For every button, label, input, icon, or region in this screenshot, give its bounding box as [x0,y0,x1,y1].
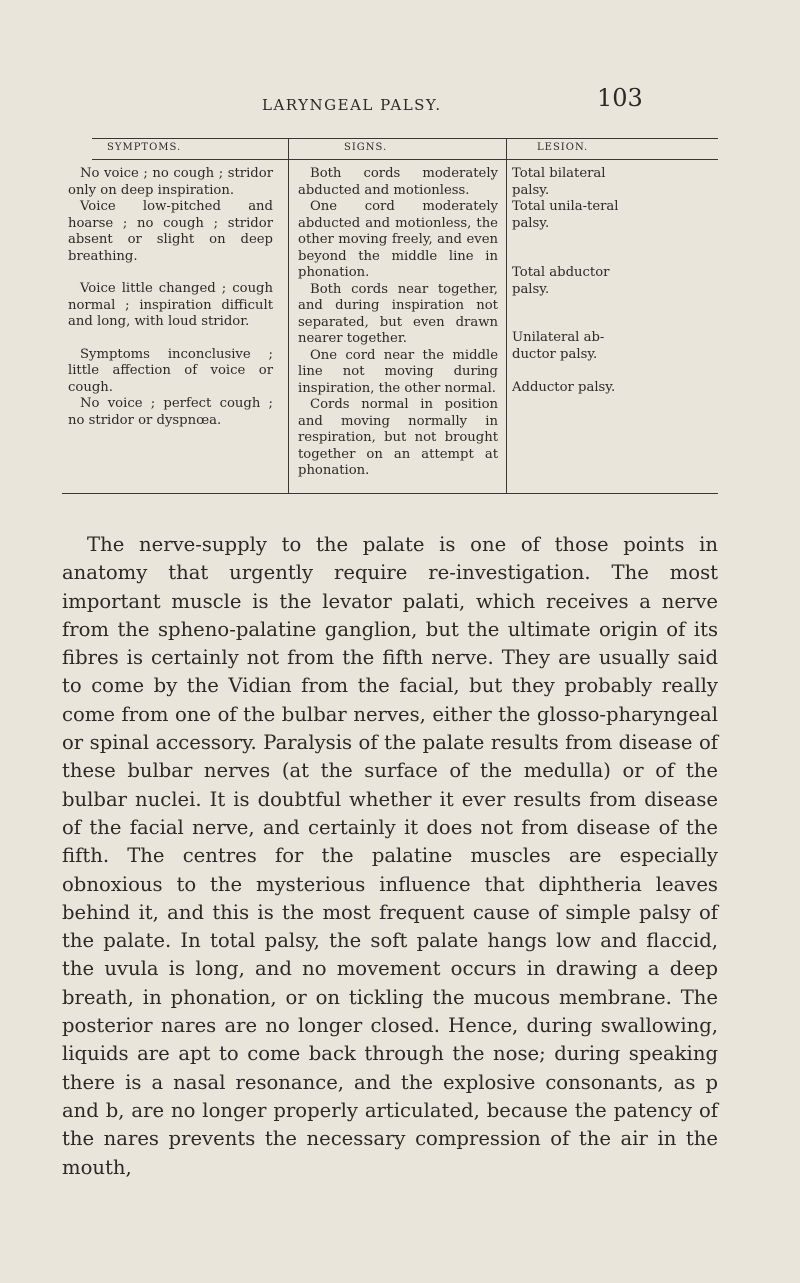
column-divider [288,138,289,494]
lesion-entry: Unilateral ab-ductor palsy. [512,330,605,362]
body-paragraph: The nerve-supply to the palate is one of those points in anatomy that urgently require re-investigation. The most important muscle is the levator palati, which receives a nerve from the spheno-palatine ganglion, but the ultimate origin of its fibres is certainly not from the fifth nerve. They are usually said to come by the Vidian from the facial, but they probably really come from one of the bulbar nerves, either the glosso-pharyngeal or spinal accessory. Paralysis of the palate results from disease of these bulbar nerves (at the surface of the medulla) or of the bulbar nuclei. It is doubtful whether it ever results from disease of the facial nerve, and certainly it does not from disease of the fifth. The centres for the palatine muscles are especially obnoxious to the mysterious influence that diphtheria leaves behind it, and this is the most frequent cause of simple palsy of the palate. In total palsy, the soft palate hangs low and flaccid, the uvula is long, and no movement occurs in drawing a deep breath, in phonation, or on tickling the mucous membrane. The posterior nares are no longer closed. Hence, during swallowing, liquids are apt to come back through the nose; during speaking there is a nasal resonance, and the explosive consonants, as p and b, are no longer properly articulated, because the patency of the nares prevents the necessary compression of the air in the mouth, [62,533,718,1179]
column-divider [506,138,507,494]
page-number: 103 [597,84,643,112]
symptom-entry: No voice ; no cough ; stridor only on deep inspiration. [68,166,273,198]
table-bottom-rule [62,493,718,494]
column-header-symptoms: SYMPTOMS. [107,142,182,153]
lesion-entry: Total unila-teral palsy. [512,199,619,231]
symptom-entry: Voice little changed ; cough normal ; inspiration difficult and long, with loud stridor. [68,281,273,329]
symptom-entry: Symptoms inconclusive ; little affection of voice or cough. [68,346,273,395]
signs-column [298,166,498,480]
lesion-entry: Adductor palsy. [512,380,616,395]
table-top-rule [92,138,718,139]
table-header-rule [92,159,718,160]
column-header-lesion: LESION. [537,142,589,153]
column-header-signs: SIGNS. [344,142,388,153]
lesion-entry: Total bilateral palsy. [512,166,606,198]
symptom-entry: Voice low-pitched and hoarse ; no cough ; stridor absent or slight on deep breathing. [68,199,273,264]
sign-entry: Cords normal in position and moving normally in respiration, but not brought together on an attempt at phonation. [298,397,498,478]
symptoms-signs-lesion-table [62,138,718,496]
symptoms-column [68,166,273,429]
sign-entry: One cord moderately abducted and motionless, the other moving freely, and even beyond the middle line in phonation. [298,199,498,280]
running-head: LARYNGEAL PALSY. [262,96,442,114]
sign-entry: One cord near the middle line not moving during inspiration, the other normal. [298,347,498,396]
lesion-column [512,166,644,397]
lesion-entry: Total abductor palsy. [512,265,610,297]
symptom-entry: No voice ; perfect cough ; no stridor or dyspnœa. [68,396,273,428]
sign-entry: Both cords moderately abducted and motionless. [298,166,498,198]
sign-entry: Both cords near together, and during inspiration not separated, but even drawn nearer together. [298,281,498,346]
